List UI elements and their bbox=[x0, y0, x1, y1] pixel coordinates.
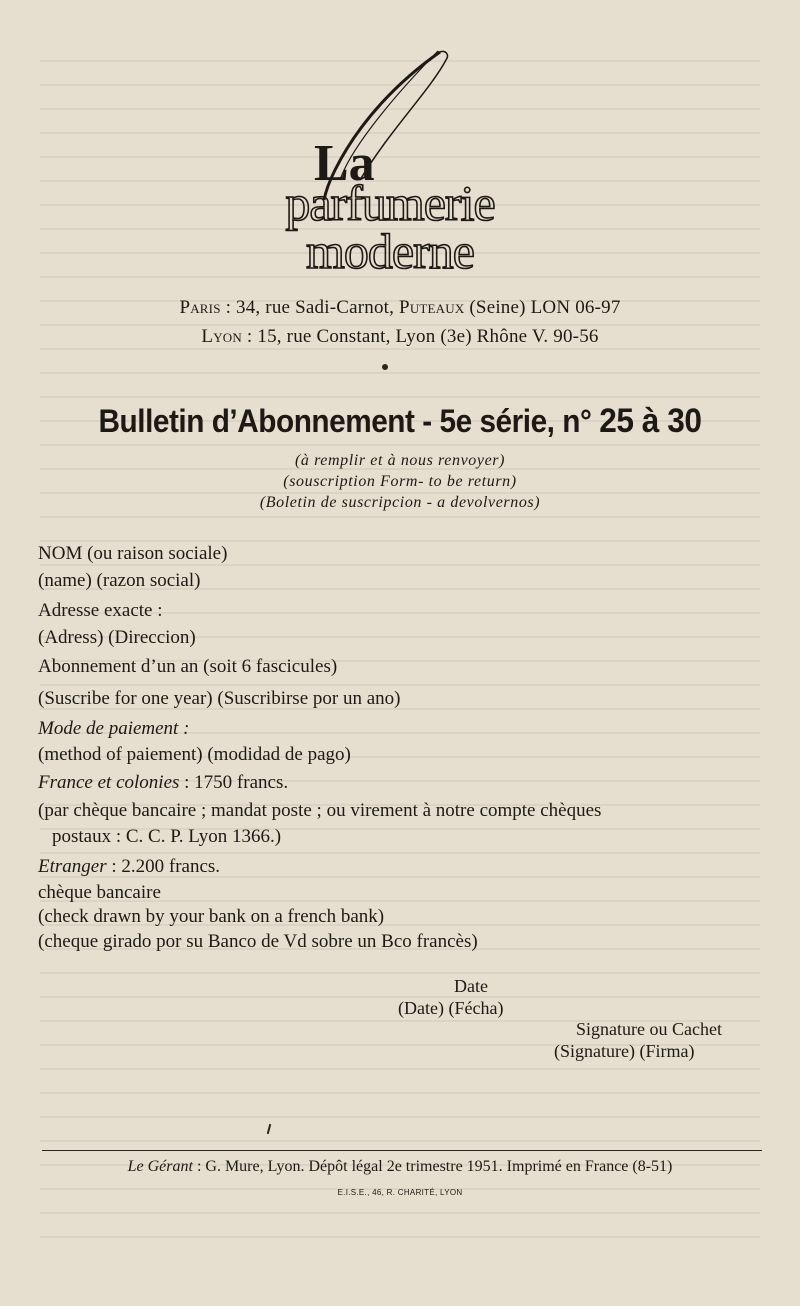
form-line-france bbox=[38, 772, 288, 794]
form-line-adress: (Adress) (Direccion) bbox=[38, 627, 196, 648]
paris-rest: (Seine) LON 06-97 bbox=[464, 297, 621, 318]
form-line-method: (method of paiement) (modidad de pago) bbox=[38, 744, 351, 765]
form-line-name: (name) (razon social) bbox=[38, 570, 201, 591]
form-heading bbox=[28, 402, 772, 441]
logo-graphic bbox=[240, 40, 540, 290]
logo-line-1: La bbox=[314, 135, 375, 192]
heading-prefix: Bulletin d’Abonnement - 5e série, n° bbox=[98, 403, 600, 439]
france-label: France et colonies bbox=[38, 772, 180, 793]
paris-label: Paris bbox=[179, 297, 221, 318]
date-translations: (Date) (Fécha) bbox=[398, 998, 504, 1018]
lyon-address bbox=[0, 326, 800, 348]
form-line-abonnement: Abonnement d’un an (soit 6 fascicules) bbox=[38, 656, 338, 677]
form-line-adresse: Adresse exacte : bbox=[38, 600, 163, 621]
date-label: Date bbox=[454, 976, 488, 996]
form-line-suscribe: (Suscribe for one year) (Suscribirse por un ano) bbox=[38, 688, 401, 709]
logo-line-3: moderne bbox=[306, 223, 474, 279]
form-line-postaux: postaux : C. C. P. Lyon 1366.) bbox=[52, 826, 282, 847]
parfumerie-moderne-logo bbox=[240, 40, 540, 290]
form-line-cheque-mandat: (par chèque bancaire ; mandat poste ; ou virement à notre compte chèques bbox=[38, 800, 602, 821]
form-line-etranger bbox=[38, 856, 220, 878]
gerant-label: Le Gérant bbox=[127, 1158, 193, 1175]
lyon-label: Lyon bbox=[201, 326, 242, 347]
paris-text: : 34, rue Sadi-Carnot, bbox=[220, 297, 400, 318]
paris-address bbox=[0, 297, 800, 319]
subtitle-french: (à remplir et à nous renvoyer) bbox=[294, 452, 506, 469]
etranger-label: Etranger bbox=[38, 856, 107, 877]
form-line-cheque-bancaire: chèque bancaire bbox=[38, 882, 161, 903]
puteaux-label: Puteaux bbox=[399, 297, 465, 318]
footer-legal bbox=[0, 1158, 800, 1176]
lyon-text: : 15, rue Constant, Lyon (3e) Rhône V. 90-56 bbox=[241, 326, 599, 347]
heading-range: 25 à 30 bbox=[599, 402, 702, 440]
form-line-nom: NOM (ou raison sociale) bbox=[38, 543, 228, 564]
ornament-dot bbox=[382, 364, 388, 370]
signature-translations: (Signature) (Firma) bbox=[554, 1041, 695, 1061]
etranger-price: : 2.200 francs. bbox=[106, 856, 221, 877]
signature-label: Signature ou Cachet bbox=[576, 1019, 722, 1039]
gerant-text: : G. Mure, Lyon. Dépôt légal 2e trimestre 1951. Imprimé en France (8-51) bbox=[192, 1158, 673, 1175]
form-line-cheque-girado: (cheque girado por su Banco de Vd sobre un Bco francès) bbox=[38, 931, 478, 952]
form-line-mode-paiement: Mode de paiement : bbox=[38, 718, 190, 739]
footer-divider bbox=[42, 1150, 762, 1151]
logo-line-2: parfumerie bbox=[285, 175, 495, 231]
subtitle-english: (souscription Form- to be return) bbox=[283, 473, 517, 490]
form-line-check-drawn: (check drawn by your bank on a french bank) bbox=[38, 906, 385, 927]
france-price: : 1750 francs. bbox=[179, 772, 289, 793]
printer-imprint: E.I.S.E., 46, R. CHARITÉ, LYON bbox=[337, 1188, 463, 1197]
subtitle-spanish: (Boletin de suscripcion - a devolvernos) bbox=[259, 494, 541, 511]
